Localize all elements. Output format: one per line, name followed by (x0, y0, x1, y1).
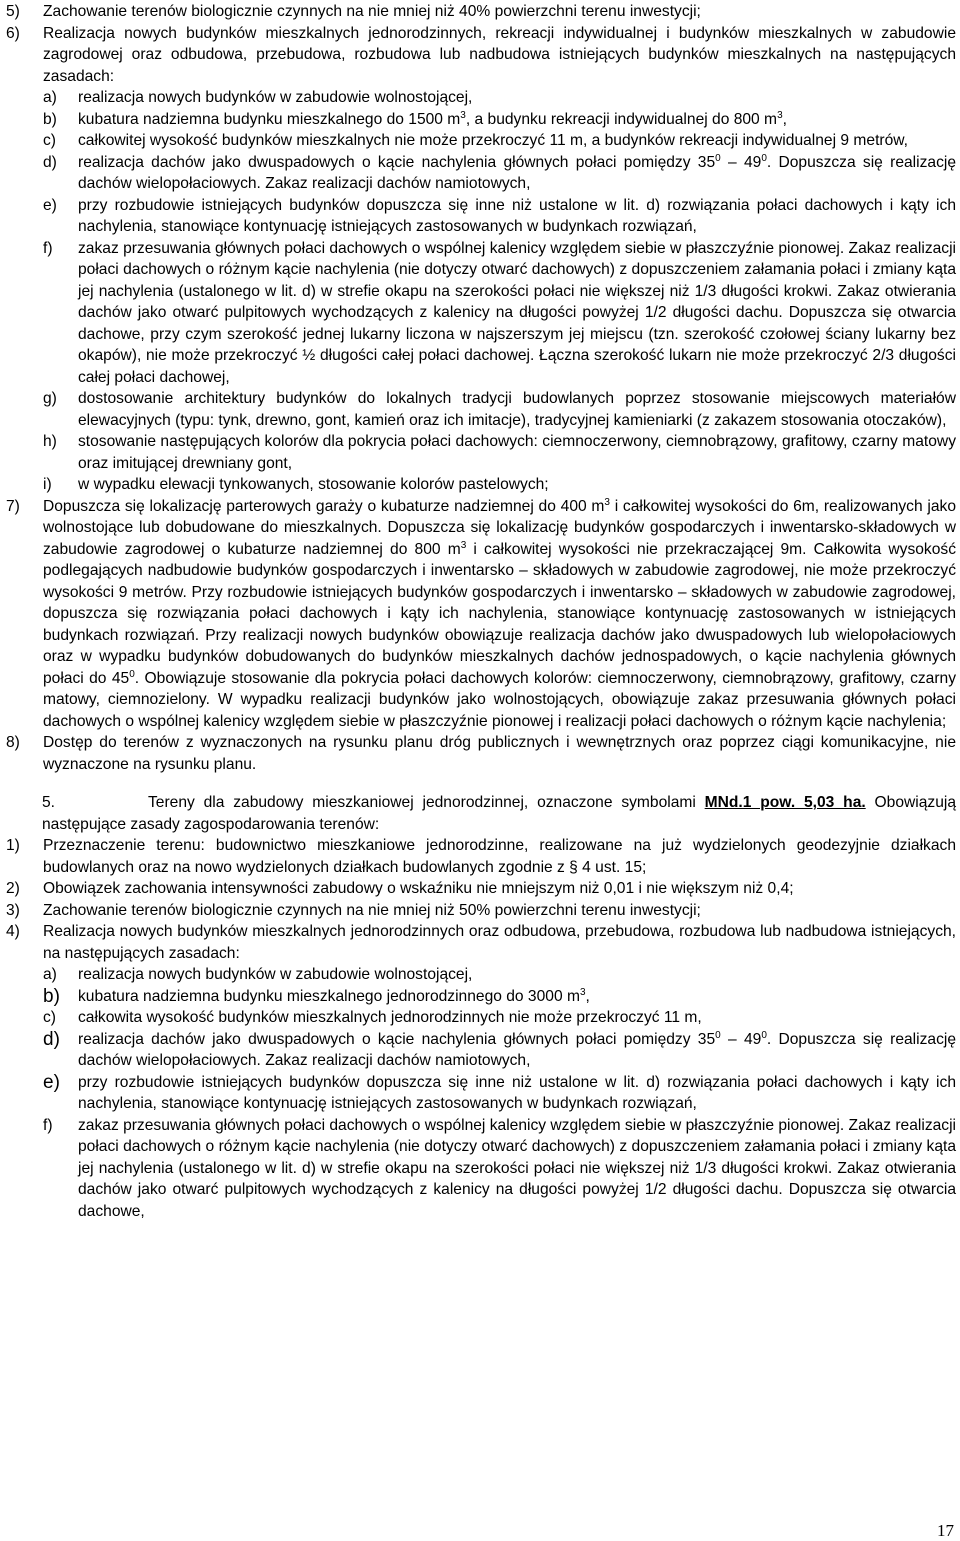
sub-item (43, 388, 956, 431)
sub-letter: f) (43, 239, 53, 257)
item-number: 2) (6, 880, 20, 897)
text-run: . Dopuszcza się realizację dachów wielopołaciowych. Zakaz realizacji dachów namiotowych, (78, 1030, 957, 1069)
sub-item (43, 195, 956, 238)
sub-letter: e) (43, 196, 57, 214)
item-number: 1) (6, 837, 20, 854)
superscript: 0 (129, 668, 135, 680)
list-item (6, 921, 956, 964)
superscript: 0 (761, 1029, 767, 1041)
sub-item (43, 87, 956, 109)
text-run: Tereny dla zabudowy mieszkaniowej jednorodzinnej, oznaczone symbolami (148, 794, 705, 811)
item-number: 8) (6, 734, 20, 751)
text-run: . Obowiązuje stosowanie dla pokrycia połaci dachowych kolorów: ciemnoczerwony, ciemnobrązowy, grafitowy, czarny matowy, ciemnozielony. W wypadku realizacji budynków jako wolnostojących, obowiązuje zakaz przesuwania głównych połaci dachowych o wspólnej kalenicy względem siebie w płaszczyźnie pionowej i realizacji połaci dachowych o różnym kącie nachylenia; (43, 669, 956, 730)
sub-item (43, 1007, 956, 1029)
sub-text (78, 1029, 956, 1072)
sub-item (43, 431, 956, 474)
text-run: , a budynku rekreacji indywidualnej do 800 m (465, 110, 778, 128)
sub-text: realizacja nowych budynków w zabudowie wolnostojącej, (78, 966, 473, 983)
page-number: 17 (937, 1521, 954, 1540)
sub-letter: c) (43, 1009, 56, 1026)
sub-letter: b) (43, 110, 57, 128)
sub-text: przy rozbudowie istniejących budynków dopuszcza się inne niż ustalone w lit. d) rozwiązania połaci dachowych i kąty ich nachylenia, stanowiące kontynuację istniejących zastosowanych w budynkach rozwiązań, (78, 1073, 956, 1112)
list-item (6, 732, 956, 775)
list-item (6, 1, 956, 23)
list-item (6, 23, 956, 88)
document-body (6, 1, 956, 1222)
superscript: 0 (715, 152, 721, 164)
sub-letter: a) (43, 89, 57, 106)
text-run: kubatura nadziemna budynku mieszkalnego do 1500 m (78, 110, 461, 128)
text-run: , (585, 987, 590, 1005)
superscript: 0 (761, 152, 767, 164)
item-text: Realizacja nowych budynków mieszkalnych jednorodzinnych, rekreacji indywidualnej i budynków mieszkalnych w zabudowie zagrodowej oraz odbudowa, przebudowa, rozbudowa lub nadbudowa istniejących budynków mieszkalnych na następujących zasadach: (43, 24, 956, 85)
list-item (6, 496, 956, 733)
text-run: – 49 (720, 1030, 762, 1048)
sub-letter: i) (43, 476, 52, 493)
item-text: Zachowanie terenów biologicznie czynnych na nie mniej niż 50% powierzchni terenu inwestycji; (43, 901, 701, 919)
sub-item (43, 1115, 956, 1223)
list-item (6, 835, 956, 878)
sub-item (43, 152, 956, 195)
superscript: 3 (460, 109, 466, 121)
text-run: . Dopuszcza się realizację dachów wielopołaciowych. Zakaz realizacji dachów namiotowych, (78, 153, 957, 192)
text-run: i całkowitej wysokości nie przekraczającej 9m. Całkowita wysokość podlegających nadbudowie budynków gospodarczych i inwentarsko – składowych w zabudowie zagrodowej, nie może przekroczyć wysokości 9 metrów. Przy rozbudowie istniejących budynków gospodarczych i inwentarsko – składowych w zabudowie zagrodowej, dopuszcza się rozwiązania połaci dachowych i kąty ich nachylenia, stanowiące kontynuację zastosowanych w istniejących budynkach rozwiązań. Przy realizacji nowych budynków obowiązuje realizacja dachów jako dwuspadowych lub wielopołaciowych oraz w wypadku budynków dobudowanych do budynków mieszkalnych dachów jednospadowych, o kącie nachylenia głównych połaci do 45 (43, 540, 956, 687)
text-run: i całkowitej wysokości do 6m, realizowanych jako wolnostojące lub dobudowane do mieszkalnych. Dopuszcza się lokalizację budynków gospodarczych i inwentarsko-składowych w zabudowie zagrodowej o kubaturze nadziemnej do 800 m (43, 497, 956, 558)
zone-symbol: MNd.1 pow. 5,03 ha. (704, 794, 866, 811)
sub-letter: c) (43, 132, 56, 149)
item-number: 5) (6, 3, 20, 20)
sub-text: realizacja nowych budynków w zabudowie wolnostojącej, (78, 89, 473, 106)
superscript: 3 (460, 539, 467, 551)
item-text (43, 496, 956, 733)
sub-text: przy rozbudowie istniejących budynków dopuszcza się inne niż ustalone w lit. d) rozwiązania połaci dachowych i kąty ich nachylenia, stanowiące kontynuację istniejących zastosowanych w budynkach rozwiązań, (78, 196, 956, 235)
section-number: 5. (42, 794, 56, 811)
superscript: 3 (604, 496, 610, 508)
text-run: , (782, 110, 787, 128)
sub-text (78, 152, 956, 195)
sub-text (78, 986, 956, 1008)
sub-letter: a) (43, 966, 57, 983)
item-text: Zachowanie terenów biologicznie czynnych na nie mniej niż 40% powierzchni terenu inwestycji; (43, 3, 701, 20)
sub-item (43, 986, 956, 1008)
superscript: 3 (777, 109, 783, 121)
sub-letter: d) (43, 153, 57, 171)
sub-text: zakaz przesuwania głównych połaci dachowych o wspólnej kalenicy względem siebie w płaszczyźnie pionowej. Zakaz realizacji połaci dachowych o różnym kącie nachylenia (nie dotyczy otwarć dachowych) z dopuszczeniem załamania połaci i zmiany kąta jej nachylenia (ustalonego w lit. d) w strefie okapu na szerokości połaci nie większej niż 1/3 długości krokwi. Zakaz otwierania dachów jako otwarć pulpitowych wychodzących z kalenicy na długości powyżej 1/2 długości dachu. Dopuszcza się otwarcia dachowe, przy czym szerokość jednej lukarny liczona w najszerszym jej miejscu (tzn. szerokość czołowej ściany lukarny bez okapów), nie może przekroczyć ½ długości całej połaci dachowej. Łączna szerokość lukarn nie może przekroczyć 2/3 długości całej połaci dachowej, (78, 239, 957, 386)
item-number: 6) (6, 24, 20, 42)
sub-item (43, 474, 956, 496)
sub-text: stosowanie następujących kolorów dla pokrycia połaci dachowych: ciemnoczerwony, ciemnobrązowy, grafitowy, czarny matowy oraz imitującej drewniany gont, (78, 433, 956, 472)
text-run: – 49 (720, 153, 762, 171)
text-run: Obowiązują następujące zasady zagospodarowania terenów: (42, 794, 956, 833)
sub-letter: d) (43, 1028, 60, 1050)
sub-text: całkowitej wysokość budynków mieszkalnych nie może przekroczyć 11 m, a budynków rekreacji indywidualnej 9 metrów, (78, 132, 908, 149)
item-text: Przeznaczenie terenu: budownictwo mieszkaniowe jednorodzinne, realizowane na już wydzielonych geodezyjnie działkach budowlanych oraz na nowo wydzielonych działkach budowlanych zgodnie z § 4 ust. 15; (43, 837, 956, 876)
sub-letter: h) (43, 433, 57, 450)
sub-item (43, 109, 956, 131)
text-run: Dopuszcza się lokalizację parterowych garaży o kubaturze nadziemnej do 400 m (43, 497, 605, 515)
item-text: Realizacja nowych budynków mieszkalnych jednorodzinnych oraz odbudowa, przebudowa, rozbudowa lub nadbudowa istniejących, na następujących zasadach: (43, 923, 956, 962)
sub-text: w wypadku elewacji tynkowanych, stosowanie kolorów pastelowych; (78, 476, 549, 493)
section-heading (6, 792, 956, 835)
superscript: 0 (715, 1029, 721, 1041)
item-number: 4) (6, 923, 20, 940)
item-text: Obowiązek zachowania intensywności zabudowy o wskaźniku nie mniejszym niż 0,01 i nie większym niż 0,4; (43, 880, 794, 897)
item-number: 3) (6, 901, 20, 919)
list-item (6, 878, 956, 900)
sub-letter: b) (43, 985, 60, 1007)
sub-text: dostosowanie architektury budynków do lokalnych tradycji budowlanych poprzez stosowanie miejscowych materiałów elewacyjnych (typu: tynk, drewno, gont, kamień oraz ich imitacje), tradycyjnej kamieniarki (z zakazem stosowania otoczaków), (78, 390, 956, 429)
text-run: realizacja dachów jako dwuspadowych o kącie nachylenia głównych połaci pomiędzy 35 (78, 153, 716, 171)
sub-letter: g) (43, 390, 57, 407)
sub-text: całkowita wysokość budynków mieszkalnych jednorodzinnych nie może przekroczyć 11 m, (78, 1009, 702, 1026)
sub-item (43, 1029, 956, 1072)
text-run: kubatura nadziemna budynku mieszkalnego jednorodzinnego do 3000 m (78, 987, 580, 1005)
sub-text: zakaz przesuwania głównych połaci dachowych o wspólnej kalenicy względem siebie w płaszczyźnie pionowej. Zakaz realizacji połaci dachowych o różnym kącie nachylenia (nie dotyczy otwarć dachowych) z dopuszczeniem załamania połaci i zmiany kąta jej nachylenia (ustalonego w lit. d) w strefie okapu na szerokości połaci nie większej niż 1/3 długości krokwi. Zakaz otwierania dachów jako otwarć pulpitowych wychodzących z kalenicy na długości powyżej 1/2 długości dachu. Dopuszcza się otwarcia dachowe, (78, 1116, 957, 1220)
item-text: Dostęp do terenów z wyznaczonych na rysunku planu dróg publicznych i wewnętrznych oraz poprzez ciągi komunikacyjne, nie wyznaczone na rysunku planu. (43, 734, 956, 773)
sub-letter: f) (43, 1116, 53, 1134)
sub-text (78, 109, 956, 131)
sub-item (43, 1072, 956, 1115)
item-number: 7) (6, 497, 20, 515)
sub-letter: e) (43, 1071, 60, 1093)
sub-item (43, 130, 956, 152)
superscript: 3 (579, 986, 586, 998)
list-item (6, 900, 956, 922)
sub-item (43, 238, 956, 389)
sub-item (43, 964, 956, 986)
text-run: realizacja dachów jako dwuspadowych o kącie nachylenia głównych połaci pomiędzy 35 (78, 1030, 716, 1048)
